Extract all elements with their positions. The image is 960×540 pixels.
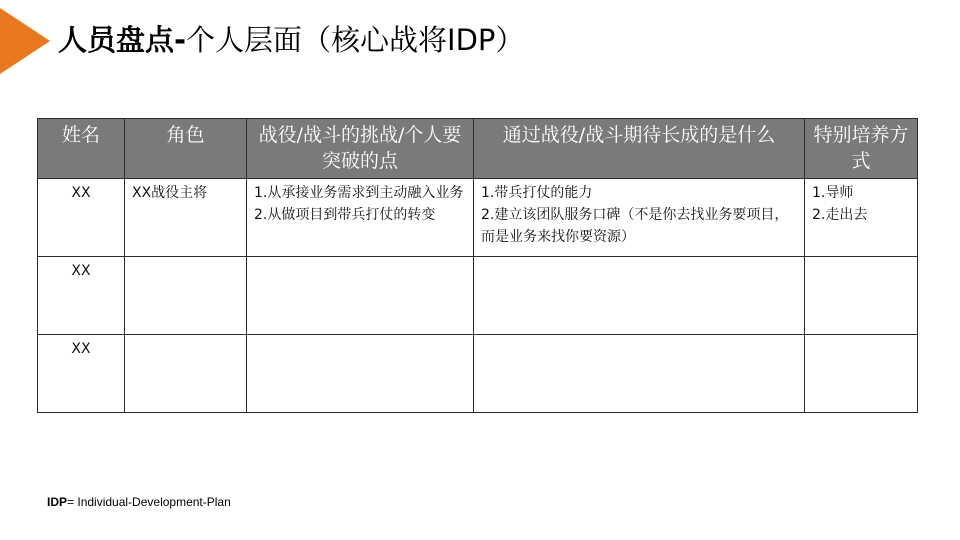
growth-item: 1.带兵打仗的能力	[481, 185, 593, 201]
cell-name: XX	[38, 335, 125, 413]
footnote-text: = Individual-Development-Plan	[67, 495, 231, 509]
table-row	[38, 335, 918, 413]
growth-item: 2.建立该团队服务口碑（不是你去找业务要项目，而是业务来找你要资源）	[481, 207, 789, 245]
cell-role	[125, 257, 247, 335]
table-row	[38, 179, 918, 257]
method-item: 2.走出去	[812, 207, 868, 223]
header-role: 角色	[125, 119, 247, 179]
idp-table	[37, 118, 918, 413]
header-challenge: 战役/战斗的挑战/个人要突破的点	[247, 119, 474, 179]
header-method: 特别培养方式	[805, 119, 918, 179]
header-name: 姓名	[38, 119, 125, 179]
footnote	[47, 495, 231, 509]
challenge-item: 2.从做项目到带兵打仗的转变	[254, 207, 436, 223]
page-title-bold: 人员盘点-	[58, 23, 187, 57]
method-item: 1.导师	[812, 185, 854, 201]
table-row	[38, 257, 918, 335]
cell-challenge	[247, 257, 474, 335]
cell-challenge	[247, 179, 474, 257]
cell-name: XX	[38, 257, 125, 335]
cell-growth	[474, 257, 805, 335]
footnote-abbr: IDP	[47, 495, 68, 509]
cell-name: XX	[38, 179, 125, 257]
page-title	[58, 20, 524, 60]
cell-growth	[474, 335, 805, 413]
cell-method	[805, 335, 918, 413]
cell-role: XX战役主将	[125, 179, 247, 257]
page-title-rest: 个人层面（核心战将IDP）	[186, 23, 525, 57]
cell-growth	[474, 179, 805, 257]
cell-method	[805, 179, 918, 257]
header-growth: 通过战役/战斗期待长成的是什么	[474, 119, 805, 179]
orange-accent-triangle	[0, 8, 50, 74]
challenge-item: 1.从承接业务需求到主动融入业务	[254, 185, 464, 201]
cell-role	[125, 335, 247, 413]
cell-method	[805, 257, 918, 335]
table-header-row	[38, 119, 918, 179]
cell-challenge	[247, 335, 474, 413]
